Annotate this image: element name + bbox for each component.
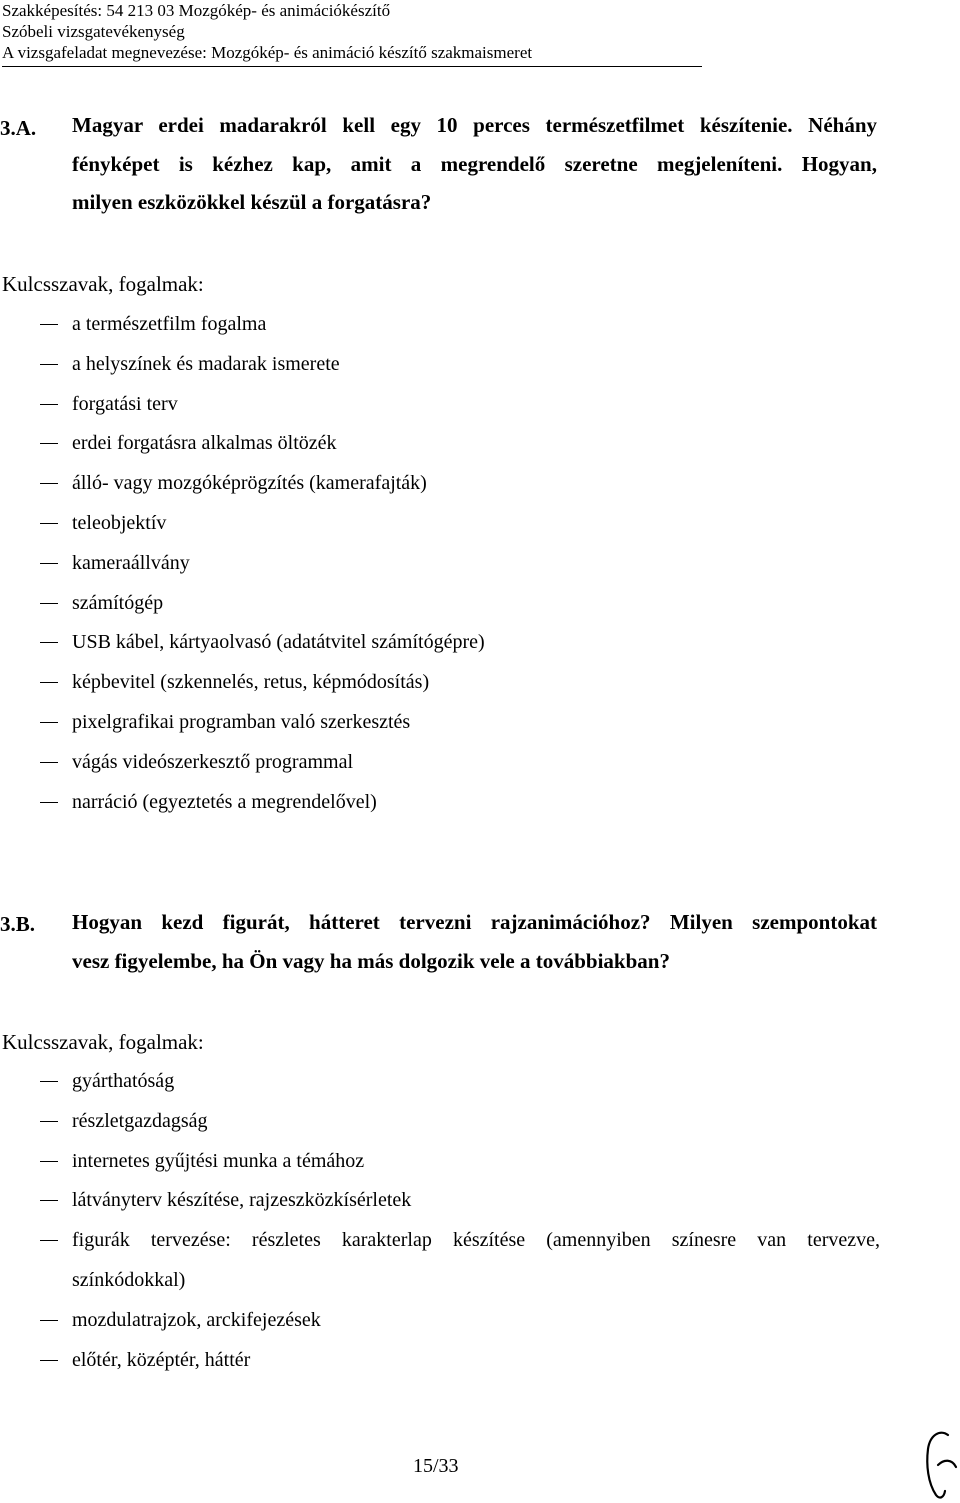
keyword-text: pixelgrafikai programban való szerkesztés [72,710,411,733]
keyword-text: a természetfilm fogalma [72,313,267,335]
section-b-keywords-title: Kulcsszavak, fogalmak: [2,1030,204,1054]
keyword-text: erdei forgatásra alkalmas öltözék [72,432,337,455]
dash-bullet-icon [40,563,58,564]
list-item [0,623,880,663]
keyword-text: a helyszínek és madarak ismerete [72,352,340,375]
keyword-text: figurák tervezése: részletes karakterlap készítése (amennyiben színesre van tervezve, [72,1229,880,1252]
keyword-text: mozdulatrajzok, arckifejezések [72,1308,321,1331]
dash-bullet-icon [40,642,58,643]
list-item [0,424,880,464]
list-item [0,1142,880,1182]
dash-bullet-icon [40,722,58,723]
list-item [0,1341,880,1381]
dash-bullet-icon [40,802,58,803]
header-task-name: A vizsgafeladat megnevezése: Mozgókép- és animáció készítő szakmaismeret [2,43,533,62]
list-item [0,305,880,345]
list-item [0,663,880,703]
keyword-text: részletgazdagság [72,1109,208,1132]
list-item [0,783,880,823]
section-b-question [72,903,877,980]
section-a-question [72,106,877,222]
section-a-question-line: fényképet is kézhez kap, amit a megrendelő szeretne megjeleníteni. Hogyan, [72,151,877,176]
dash-bullet-icon [40,483,58,484]
list-item [0,345,880,385]
section-b-question-line: Hogyan kezd figurát, hátteret tervezni rajzanimációhoz? Milyen szempontokat [72,910,877,934]
keyword-text: kameraállvány [72,551,190,574]
dash-bullet-icon [40,1240,58,1241]
list-item [0,1221,880,1301]
dash-bullet-icon [40,1081,58,1082]
dash-bullet-icon [40,762,58,763]
keyword-text: narráció (egyeztetés a megrendelővel) [72,790,377,813]
keyword-text: számítógép [72,591,164,614]
section-b-label: 3.B. [0,912,36,936]
section-a-question-line: milyen eszközökkel készül a forgatásra? [72,190,432,214]
dash-bullet-icon [40,1320,58,1321]
list-item [0,703,880,743]
dash-bullet-icon [40,1121,58,1122]
keyword-text-continuation: színkódokkal) [72,1268,186,1291]
list-item [0,1301,880,1341]
list-item [0,464,880,504]
dash-bullet-icon [40,404,58,405]
dash-bullet-icon [40,1360,58,1361]
keyword-text: vágás videószerkesztő programmal [72,750,354,773]
signature-mark [918,1425,960,1503]
dash-bullet-icon [40,682,58,683]
list-item [0,1102,880,1142]
list-item [0,743,880,783]
dash-bullet-icon [40,364,58,365]
list-item [0,504,880,544]
dash-bullet-icon [40,523,58,524]
page-number: 15/33 [413,1455,459,1477]
keyword-text: forgatási terv [72,392,178,415]
list-item [0,385,880,425]
dash-bullet-icon [40,443,58,444]
keyword-text: gyárthatóság [72,1070,175,1092]
keyword-text: teleobjektív [72,511,167,534]
keyword-text: előtér, középtér, háttér [72,1348,251,1371]
header-exam-type: Szóbeli vizsgatevékenység [2,22,185,41]
list-item [0,1062,880,1102]
section-b-question-line: vesz figyelembe, ha Ön vagy ha más dolgozik vele a továbbiakban? [72,948,670,973]
section-a-keyword-list [0,305,880,822]
section-b-keyword-list [0,1062,880,1380]
section-a-label: 3.A. [0,116,37,140]
section-a-keywords-title: Kulcsszavak, fogalmak: [2,272,204,296]
dash-bullet-icon [40,1161,58,1162]
keyword-text: látványterv készítése, rajzeszközkísérletek [72,1189,412,1212]
dash-bullet-icon [40,1200,58,1201]
header-qualification: Szakképesítés: 54 213 03 Mozgókép- és animációkészítő [2,1,391,20]
keyword-text: képbevitel (szkennelés, retus, képmódosítás) [72,671,430,694]
dash-bullet-icon [40,603,58,604]
keyword-text: USB kábel, kártyaolvasó (adatátvitel számítógépre) [72,631,485,654]
dash-bullet-icon [40,324,58,325]
list-item [0,584,880,624]
keyword-text: internetes gyűjtési munka a témához [72,1149,365,1172]
list-item [0,1181,880,1221]
list-item [0,544,880,584]
document-header [2,0,702,67]
section-a-question-line: Magyar erdei madarakról kell egy 10 perces természetfilmet készítenie. Néhány [72,113,877,137]
keyword-text: álló- vagy mozgóképrögzítés (kamerafajták) [72,472,427,495]
